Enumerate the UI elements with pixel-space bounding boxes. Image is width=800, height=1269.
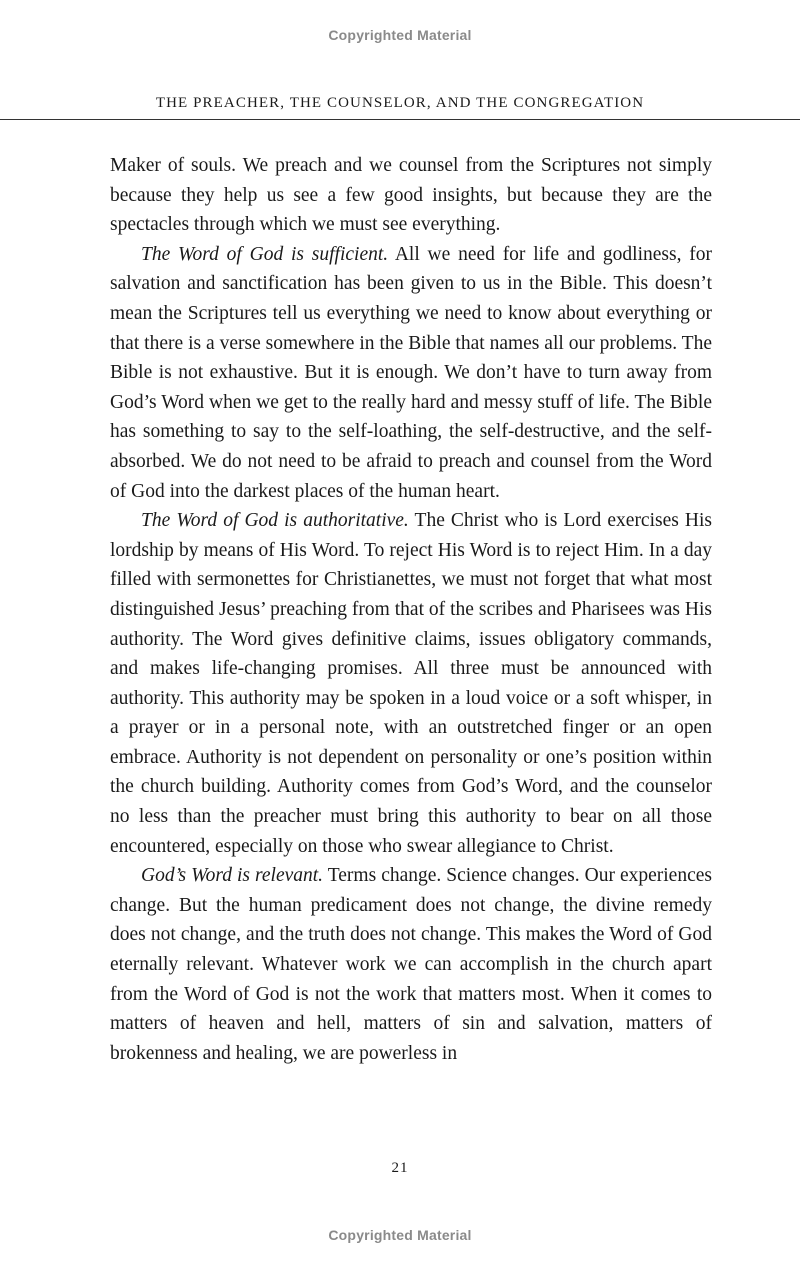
paragraph-lead: God’s Word is relevant. [141, 865, 324, 887]
page-number: 21 [391, 1160, 409, 1176]
paragraph-sufficient [110, 240, 712, 506]
paragraph-text: Terms change. Science changes. Our experiences change. But the human predicament does not change, the divine remedy does not change, and the truth does not change. This makes the Word of God eternally relevant. Whatever work we can accomplish in the church apart from the Word of God is not the work that matters most. When it comes to matters of heaven and hell, matters of sin and salvation, matters of brokenness and healing, we are powerless in [110, 865, 712, 1064]
paragraph-continuation [110, 151, 712, 240]
paragraph-text: All we need for life and godliness, for salvation and sanctification has been given to us in the Bible. This doesn’t mean the Scriptures tell us everything we need to know about everything or that there is a verse somewhere in the Bible that names all our problems. The Bible is not exhaustive. But it is enough. We don’t have to turn away from God’s Word when we get to the really hard and messy stuff of life. The Bible has something to say to the self-loathing, the self-destructive, and the self-absorbed. We do not need to be afraid to preach and counsel from the Word of God into the darkest places of the human heart. [110, 243, 713, 502]
running-head: THE PREACHER, THE COUNSELOR, AND THE CONGREGATION [155, 95, 645, 111]
copyright-watermark-top: Copyrighted Material [328, 27, 472, 43]
paragraph-relevant [110, 861, 712, 1068]
paragraph-authoritative [110, 506, 712, 861]
header-rule [0, 119, 800, 120]
copyright-watermark-bottom: Copyrighted Material [328, 1227, 472, 1243]
body-text [110, 151, 712, 1068]
paragraph-lead: The Word of God is sufficient. [141, 243, 389, 265]
paragraph-text: The Christ who is Lord exercises His lordship by means of His Word. To reject His Word is to reject Him. In a day filled with sermonettes for Christianettes, we must not forget that what most distinguished Jesus’ preaching from that of the scribes and Pharisees was His authority. The Word gives definitive claims, issues obligatory commands, and makes life-changing promises. All three must be announced with authority. This authority may be spoken in a loud voice or a soft whisper, in a prayer or in a personal note, with an outstretched finger or an open embrace. Authority is not dependent on personality or one’s position within the church building. Authority comes from God’s Word, and the counselor no less than the preacher must bring this authority to bear on all those encountered, especially on those who swear allegiance to Christ. [110, 510, 713, 857]
paragraph-lead: The Word of God is authoritative. [141, 510, 409, 532]
paragraph-text: Maker of souls. We preach and we counsel from the Scriptures not simply because they help us see a few good insights, but because they are the spectacles through which we must see everything. [110, 155, 712, 236]
